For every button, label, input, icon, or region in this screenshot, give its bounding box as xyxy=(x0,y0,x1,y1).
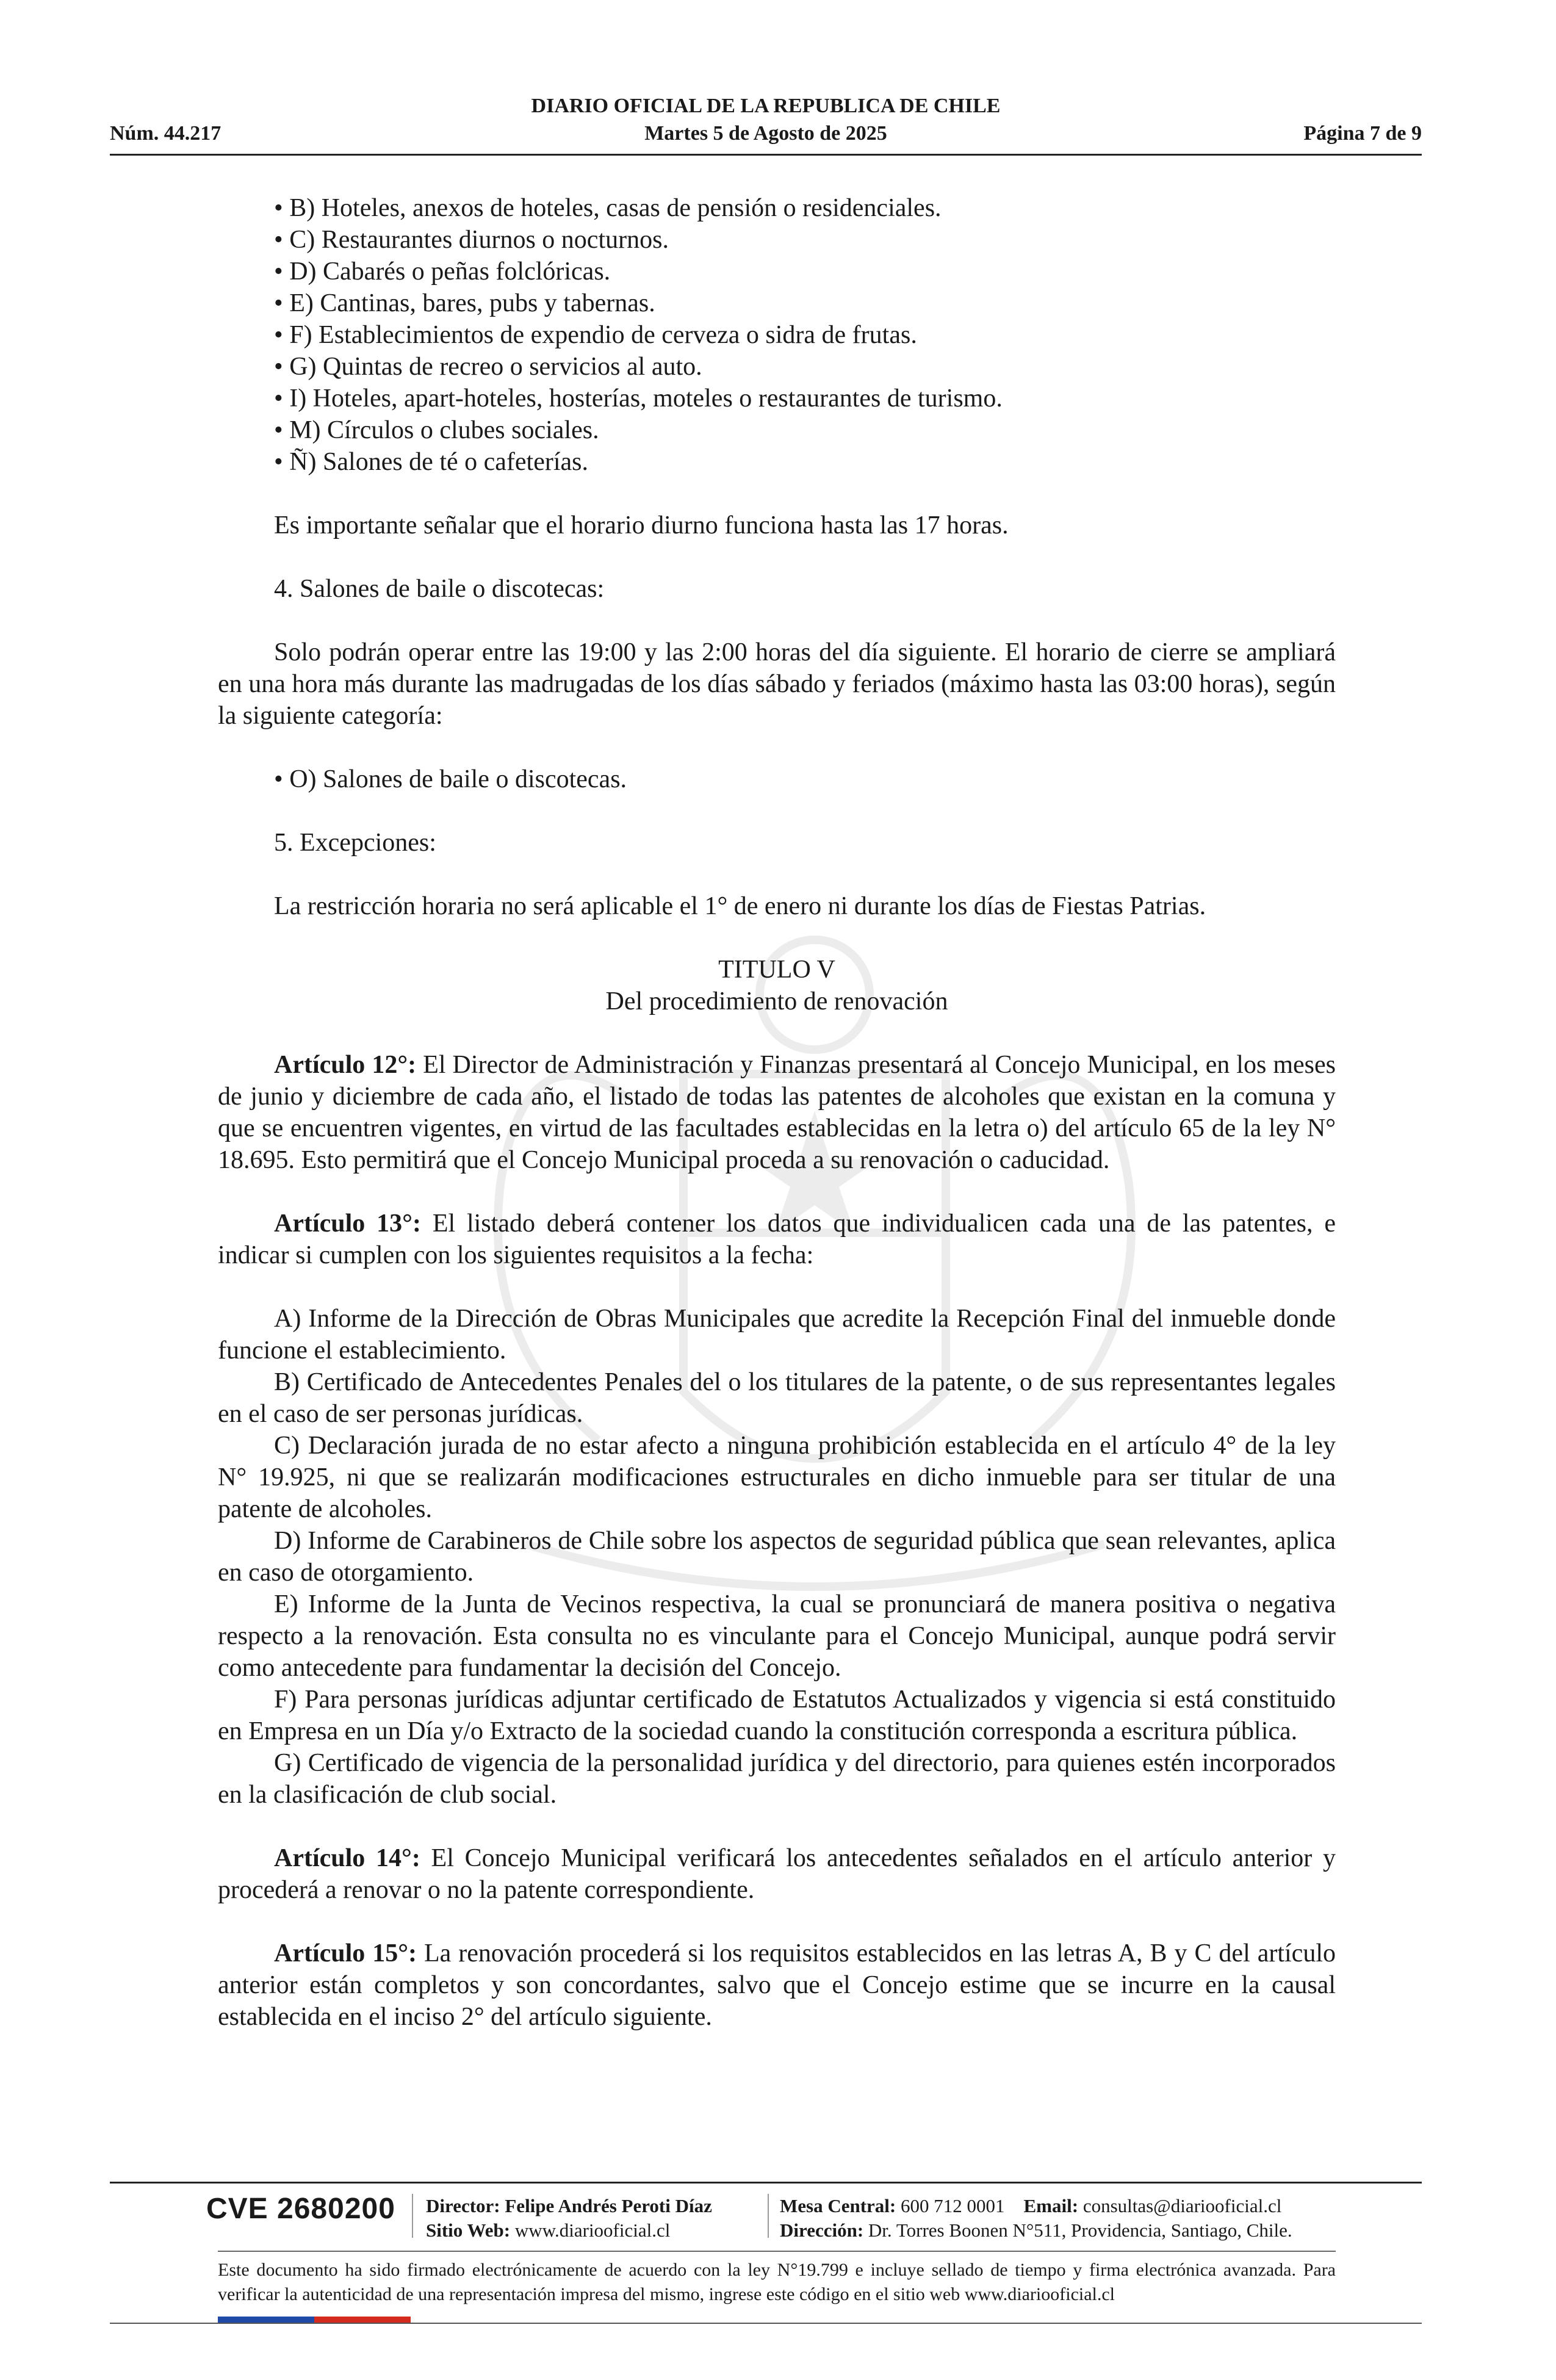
footer-separator xyxy=(768,2194,769,2238)
section-4-heading: 4. Salones de baile o discotecas: xyxy=(274,575,605,603)
requirement-item: C) Declaración jurada de no estar afecto a ninguna prohibición establecida en el artículo 4° de la ley N° 19.925, ni que se realizarán modificaciones estructurales en dicho inmueble para ser titular de una patente de alcoholes. xyxy=(218,1432,1336,1523)
website-link[interactable]: www.diariooficial.cl xyxy=(510,2220,671,2241)
list-item: • G) Quintas de recreo o servicios al auto. xyxy=(274,353,702,381)
article-15 xyxy=(218,1938,1336,2033)
list-item: • C) Restaurantes diurnos o nocturnos. xyxy=(274,226,669,254)
article-14-label: Artículo 14°: xyxy=(274,1844,420,1872)
phone-label: Mesa Central: xyxy=(780,2195,896,2216)
director-label: Director: xyxy=(426,2195,500,2216)
note-diurno: Es importante señalar que el horario diurno funciona hasta las 17 horas. xyxy=(274,511,1009,539)
titulo-number: TITULO V xyxy=(718,956,835,984)
header-divider xyxy=(110,154,1422,156)
article-14-text: El Concejo Municipal verificará los antecedentes señalados en el artículo anterior y procederá a renovar o no la patente correspondiente. xyxy=(218,1844,1336,1904)
journal-title: DIARIO OFICIAL DE LA REPUBLICA DE CHILE xyxy=(531,95,1001,117)
footer-separator xyxy=(412,2194,413,2238)
director-name: Felipe Andrés Peroti Díaz xyxy=(500,2195,712,2216)
address-value: Dr. Torres Boonen N°511, Providencia, Santiago, Chile. xyxy=(863,2220,1292,2241)
page-number: Página 7 de 9 xyxy=(1303,122,1422,145)
email-label: Email: xyxy=(1023,2195,1079,2216)
footer-contact-block xyxy=(780,2194,1292,2243)
footer-divider xyxy=(218,2251,1336,2252)
section-5-heading: 5. Excepciones: xyxy=(274,829,436,857)
list-item: • F) Establecimientos de expendio de cerveza o sidra de frutas. xyxy=(274,321,917,349)
requirement-item: E) Informe de la Junta de Vecinos respectiva, la cual se pronunciará de manera positiva o negativa respecto a la renovación. Esta consulta no es vinculante para el Concejo Municipal, aunque podrá servir como antecedente para fundamentar la decisión del Concejo. xyxy=(218,1590,1336,1682)
requirement-item: B) Certificado de Antecedentes Penales del o los titulares de la patente, o de sus representantes legales en el caso de ser personas jurídicas. xyxy=(218,1368,1336,1428)
titulo-name: Del procedimiento de renovación xyxy=(605,987,948,1015)
address-label: Dirección: xyxy=(780,2220,864,2241)
requirement-item: F) Para personas jurídicas adjuntar certificado de Estatutos Actualizados y vigencia si está constituido en Empresa en un Día y/o Extracto de la sociedad cuando la constitución corresponda a escritura pública. xyxy=(218,1686,1336,1745)
section-5-text: La restricción horaria no será aplicable el 1° de enero ni durante los días de Fiestas Patrias. xyxy=(274,892,1206,920)
article-12 xyxy=(218,1049,1336,1176)
requirement-item: A) Informe de la Dirección de Obras Municipales que acredite la Recepción Final del inmueble donde funcione el establecimiento. xyxy=(218,1305,1336,1365)
list-item: • I) Hoteles, apart-hoteles, hosterías, moteles o restaurantes de turismo. xyxy=(274,384,1003,413)
article-15-text: La renovación procederá si los requisitos establecidos en las letras A, B y C del artículo anterior están completos y son concordantes, salvo que el Concejo estime que se incurre en la causal establecida en el inciso 2° del artículo siguiente. xyxy=(218,1939,1336,2031)
footer-director-block xyxy=(426,2194,712,2243)
requirement-item: D) Informe de Carabineros de Chile sobre los aspectos de seguridad pública que sean relevantes, aplica en caso de otorgamiento. xyxy=(218,1527,1336,1587)
list-item: • B) Hoteles, anexos de hoteles, casas de pensión o residenciales. xyxy=(274,194,942,222)
issue-number: Núm. 44.217 xyxy=(110,122,222,145)
article-13 xyxy=(218,1208,1336,1271)
list-item: • D) Cabarés o peñas folclóricas. xyxy=(274,258,611,286)
article-12-text: El Director de Administración y Finanzas presentará al Concejo Municipal, en los meses de junio y diciembre de cada año, el listado de todas las patentes de alcoholes que existan en la comuna y que se encuentren vigentes, en virtud de las facultades establecidas en la letra o) del artículo 65 de la ley N° 18.695. Esto permitirá que el Concejo Municipal proceda a su renovación o caducidad. xyxy=(218,1051,1336,1174)
footer-bottom-rule xyxy=(110,2323,1422,2324)
article-13-label: Artículo 13°: xyxy=(274,1210,421,1238)
cve-code: CVE 2680200 xyxy=(206,2193,395,2225)
phone-value: 600 712 0001 xyxy=(896,2195,1005,2216)
list-item: • E) Cantinas, bares, pubs y tabernas. xyxy=(274,289,655,317)
list-item: • O) Salones de baile o discotecas. xyxy=(274,765,627,793)
article-13-text: El listado deberá contener los datos que individualicen cada una de las patentes, e indicar si cumplen con los siguientes requisitos a la fecha: xyxy=(218,1210,1336,1269)
list-item: • M) Círculos o clubes sociales. xyxy=(274,416,599,444)
website-label: Sitio Web: xyxy=(426,2220,511,2241)
document-body xyxy=(218,192,1336,2033)
requirement-item: G) Certificado de vigencia de la personalidad jurídica y del directorio, para quienes estén incorporados en la clasificación de club social. xyxy=(218,1749,1336,1809)
article-14 xyxy=(218,1842,1336,1906)
article-12-label: Artículo 12°: xyxy=(274,1051,417,1079)
issue-date: Martes 5 de Agosto de 2025 xyxy=(644,122,887,145)
legal-notice: Este documento ha sido firmado electrónicamente de acuerdo con la ley N°19.799 e incluye sellado de tiempo y firma electrónica avanzada. Para verificar la autenticidad de una representación impresa del mismo, ingrese este código en el sitio web www.diariooficial.cl xyxy=(218,2260,1336,2304)
list-item: • Ñ) Salones de té o cafeterías. xyxy=(274,448,588,476)
footer-divider xyxy=(110,2182,1422,2183)
email-link[interactable]: consultas@diariooficial.cl xyxy=(1078,2195,1282,2216)
section-4-text: Solo podrán operar entre las 19:00 y las 2:00 horas del día siguiente. El horario de cierre se ampliará en una hora más durante las madrugadas de los días sábado y feriados (máximo hasta las 03:00 horas), según la siguiente categoría: xyxy=(218,638,1336,730)
article-15-label: Artículo 15°: xyxy=(274,1939,417,1967)
